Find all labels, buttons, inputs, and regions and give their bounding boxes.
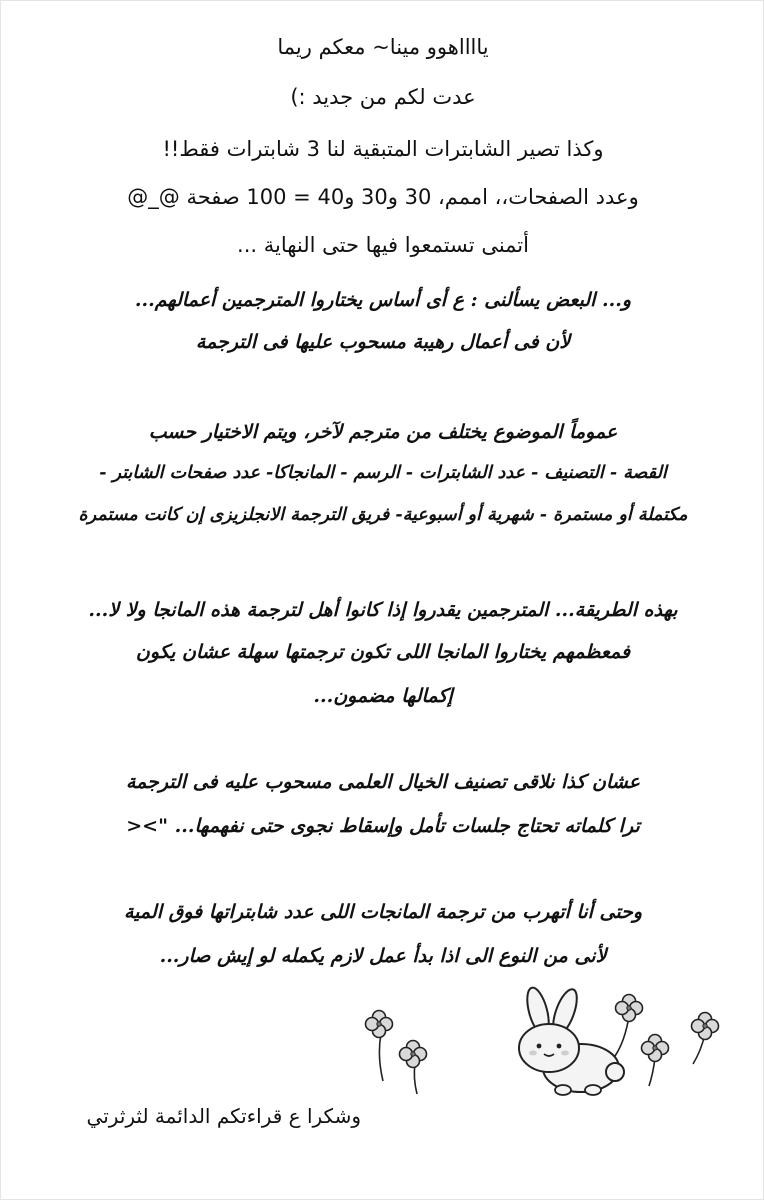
para3-line2: فمعظمهم يختاروا المانجا اللى تكون ترجمتها سهلة عشان يكون	[135, 641, 631, 663]
para4-line2: ترا كلماته تحتاج جلسات تأمل وإسقاط نجوى حتى نفهمها... "><	[126, 815, 640, 837]
para2-line3: مكتملة أو مستمرة - شهرية أو أسبوعية- فريق الترجمة الانجلزيزى إن كانت مستمرة	[78, 505, 688, 525]
intro-line-return: عدت لكم من جديد :)	[290, 85, 476, 109]
para5-line1: وحتى أنا أتهرب من ترجمة المانجات اللى عدد شابتراتها فوق المية	[124, 901, 642, 923]
decoration-illustration	[353, 986, 733, 1106]
para3-line3: إكمالها مضمون...	[313, 685, 453, 707]
clover-flower-icon	[366, 1011, 393, 1082]
intro-line-page-count: وعدد الصفحات،، اممم، 30 و30 و40 = 100 صفحة @_@	[127, 185, 639, 209]
intro-line-greeting: يااااهوو مينا~ معكم ريما	[277, 35, 489, 59]
thanks-note: وشكرا ع قراءتكم الدائمة لثرثرتي	[86, 1104, 361, 1128]
intro-line-wish: أتمنى تستمعوا فيها حتى النهاية ...	[237, 233, 529, 257]
para1-line1: و... البعض يسألنى : ع أى أساس يختاروا المترجمين أعمالهم...	[134, 289, 632, 311]
clover-flower-icon	[615, 995, 643, 1057]
para1-line2: لأن فى أعمال رهيبة مسحوب عليها فى الترجمة	[195, 331, 571, 353]
clover-flower-icon	[400, 1041, 427, 1095]
para2-line1: عموماً الموضوع يختلف من مترجم لآخر، ويتم الاختيار حسب	[148, 421, 618, 443]
clover-flower-icon	[642, 1035, 669, 1087]
para4-line1: عشان كذا نلاقى تصنيف الخيال العلمى مسحوب عليه فى الترجمة	[125, 771, 641, 793]
bunny-icon	[519, 986, 624, 1095]
para2-line2: القصة - التصنيف - عدد الشابترات - الرسم - المانجاكا- عدد صفحات الشابتر -	[99, 463, 667, 483]
para5-line2: لأنى من النوع الى اذا بدأ عمل لازم يكمله لو إيش صار...	[159, 945, 607, 967]
intro-line-remaining-chapters: وكذا تصير الشابترات المتبقية لنا 3 شابترات فقط!!	[162, 137, 604, 161]
clover-flower-icon	[692, 1013, 719, 1065]
para3-line1: بهذه الطريقة... المترجمين يقدروا إذا كانوا أهل لترجمة هذه المانجا ولا لا...	[88, 599, 678, 621]
